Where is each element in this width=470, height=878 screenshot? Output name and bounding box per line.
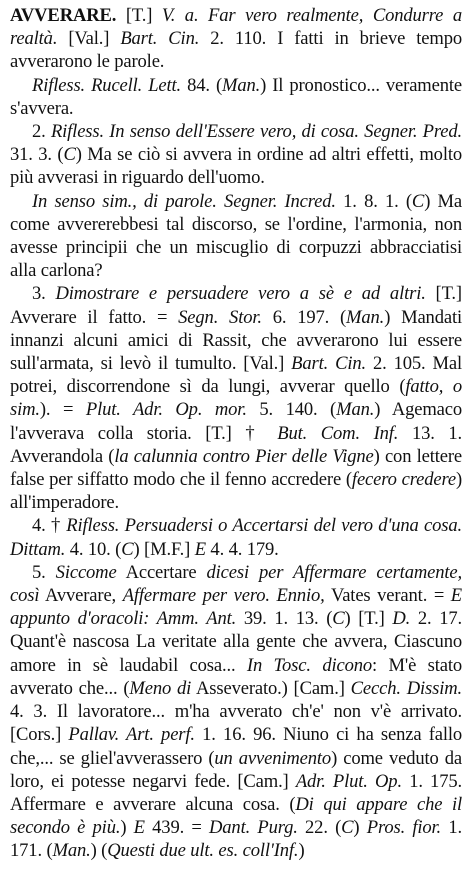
entry-paragraph-4 bbox=[10, 190, 462, 283]
text-run: ) ( bbox=[90, 840, 108, 862]
text-run: ) Ma come avvererebbesi tal discorso, se l'ordine, l'armonia, non avesse principii che un miscuglio di corpuzzi abbracciatisi alla carlona? bbox=[10, 190, 462, 282]
italic-run: Segn. Stor. bbox=[178, 306, 262, 328]
italic-run: la calunnia contro Pier delle Vigne bbox=[114, 445, 374, 467]
text-run: 439. = bbox=[144, 817, 209, 839]
italic-run: Man. bbox=[346, 306, 385, 328]
text-run: [T.] Avverare il fatto. = bbox=[10, 283, 462, 328]
italic-run: Man. bbox=[222, 74, 261, 96]
italic-run: C bbox=[63, 144, 76, 166]
italic-run: Dimostrare e persuadere vero a sè e ad altri. bbox=[55, 283, 426, 305]
text-run: ) bbox=[353, 817, 367, 839]
text-run: Accertare bbox=[116, 561, 207, 583]
italic-run: Rifless. Persuadersi o Accertarsi del vero d'una cosa. Dittam. bbox=[10, 515, 462, 560]
text-run: 4. 4. 179. bbox=[205, 538, 279, 560]
text-run: 2. 105. Mal potrei, discorrendone sì da lungi, avverar quello ( bbox=[10, 353, 462, 398]
text-run: : M'è stato avverato che... ( bbox=[10, 654, 462, 699]
text-run: ) Agemaco l'avverava colla storia. [T.] † bbox=[10, 399, 463, 444]
text-run: 13. 1. Avverandola ( bbox=[10, 422, 463, 467]
text-run: Asseverato.) [Cam.] bbox=[191, 677, 351, 699]
text-run: 1. 175. Affermare e avverare alcuna cosa. ( bbox=[10, 770, 462, 815]
text-run: 84. ( bbox=[181, 74, 223, 96]
text-run: 3. bbox=[32, 283, 56, 305]
text-run: 31. 3. ( bbox=[10, 144, 64, 166]
italic-run: C bbox=[341, 817, 354, 839]
italic-run: In Tosc. dicono bbox=[246, 654, 373, 676]
italic-run: C bbox=[121, 538, 134, 560]
italic-run: fecero credere bbox=[351, 469, 456, 491]
text-run: ) bbox=[298, 840, 305, 862]
italic-run: Meno di bbox=[129, 677, 192, 699]
text-run: 2. 110. I fatti in brieve tempo avverarono le parole. bbox=[10, 28, 462, 73]
text-run: ) come veduto da loro, ei potesse negarvi fede. [Cam.] bbox=[10, 747, 462, 792]
text-run: 2. 17. Quant'è nascosa La veritate alla gente che avvera, Ciascuno amore in sè laudabil cosa... bbox=[10, 608, 463, 676]
italic-run: Man. bbox=[336, 399, 375, 421]
italic-run: Pros. fior. bbox=[366, 817, 442, 839]
text-run: [Val.] bbox=[57, 28, 121, 50]
entry-paragraph-2 bbox=[10, 74, 462, 120]
text-run: [T.] bbox=[116, 5, 162, 26]
text-run: ) all'imperadore. bbox=[10, 469, 463, 514]
text-run: 22. ( bbox=[297, 817, 342, 839]
text-run: ). = bbox=[39, 399, 86, 421]
text-run: 5. bbox=[32, 561, 56, 583]
italic-run: Man. bbox=[52, 840, 91, 862]
italic-run: Adr. Plut. Op. bbox=[295, 770, 402, 792]
italic-run: But. Com. Inf. bbox=[277, 422, 399, 444]
italic-run: E appunto d'oracoli: Amm. Ant. bbox=[10, 585, 463, 630]
italic-run: un avvenimento bbox=[214, 747, 332, 769]
italic-run: dicesi per Affermare certamente, così bbox=[10, 561, 462, 607]
entry-paragraph-7 bbox=[10, 561, 462, 863]
entry-paragraph-1 bbox=[10, 4, 462, 74]
text-run: ) Mandati innanzi alcuni amici di Rassit, che avverarono lui essere sull'armata, si levò il tumulto. [Val.] bbox=[10, 306, 462, 375]
italic-run: Cecch. Dissim. bbox=[350, 677, 462, 699]
italic-run: C bbox=[332, 608, 345, 630]
text-run: 5. 140. ( bbox=[246, 399, 337, 421]
headword: AVVERARE. bbox=[10, 5, 117, 26]
text-run: ) Il pronostico... veramente s'avvera. bbox=[10, 74, 462, 119]
text-run: 4. 10. ( bbox=[65, 538, 122, 560]
text-run: ) bbox=[120, 817, 134, 839]
italic-run: Affermare per vero. Ennio, bbox=[122, 585, 325, 607]
italic-run: Dant. Purg. bbox=[209, 817, 298, 839]
italic-run: V. a. Far vero realmente, Condurre a realtà. bbox=[10, 5, 462, 50]
text-run: 39. 1. 13. ( bbox=[236, 608, 333, 630]
text-run: 4. † bbox=[32, 515, 67, 537]
italic-run: Siccome bbox=[55, 561, 117, 583]
italic-run: D. bbox=[392, 608, 411, 630]
text-run: ) [M.F.] bbox=[133, 538, 195, 560]
text-run: ) con lettere false per siffatto modo che il fenno accredere ( bbox=[10, 445, 462, 491]
italic-run: Bart. Cin. bbox=[291, 353, 367, 375]
entry-paragraph-6 bbox=[10, 514, 462, 560]
entry-paragraph-3 bbox=[10, 120, 462, 190]
text-run: Avverare, bbox=[39, 585, 123, 607]
italic-run: E bbox=[194, 538, 206, 560]
text-run: 2. bbox=[32, 121, 51, 143]
entry-paragraph-5 bbox=[10, 282, 462, 514]
italic-run: C bbox=[411, 190, 425, 212]
text-run: 6. 197. ( bbox=[261, 306, 347, 328]
text-run: 1. 171. ( bbox=[10, 817, 462, 862]
text-run: 1. 8. 1. ( bbox=[335, 190, 412, 212]
italic-run: Rifless. In senso dell'Essere vero, di cosa. Segner. Pred. bbox=[50, 121, 462, 143]
text-run: ) [T.] bbox=[344, 608, 393, 630]
italic-run: Bart. Cin. bbox=[120, 28, 200, 50]
text-run: 4. 3. Il lavoratore... m'ha avverato ch'e' non v'è arrivato. [Cors.] bbox=[10, 701, 462, 746]
italic-run: Plut. Adr. Op. mor. bbox=[85, 399, 247, 421]
italic-run: In senso sim., di parole. Segner. Incred. bbox=[32, 190, 336, 212]
text-run: ) Ma se ciò si avvera in ordine ad altri effetti, molto più avverasi in riguardo dell'uomo. bbox=[10, 144, 462, 189]
italic-run: Rifless. Rucell. Lett. bbox=[32, 74, 182, 96]
italic-run: Questi due ult. es. coll'Inf. bbox=[107, 840, 299, 862]
italic-run: E bbox=[133, 817, 145, 839]
italic-run: Pallav. Art. perf. bbox=[68, 724, 195, 746]
text-run: Vates verant. = bbox=[324, 585, 451, 607]
italic-run: Di qui appare che il secondo è più. bbox=[10, 793, 462, 839]
text-run: 1. 16. 96. Niuno ci ha senza fallo che,... se gliel'avverassero ( bbox=[10, 724, 463, 769]
italic-run: fatto, o sim. bbox=[10, 376, 462, 421]
